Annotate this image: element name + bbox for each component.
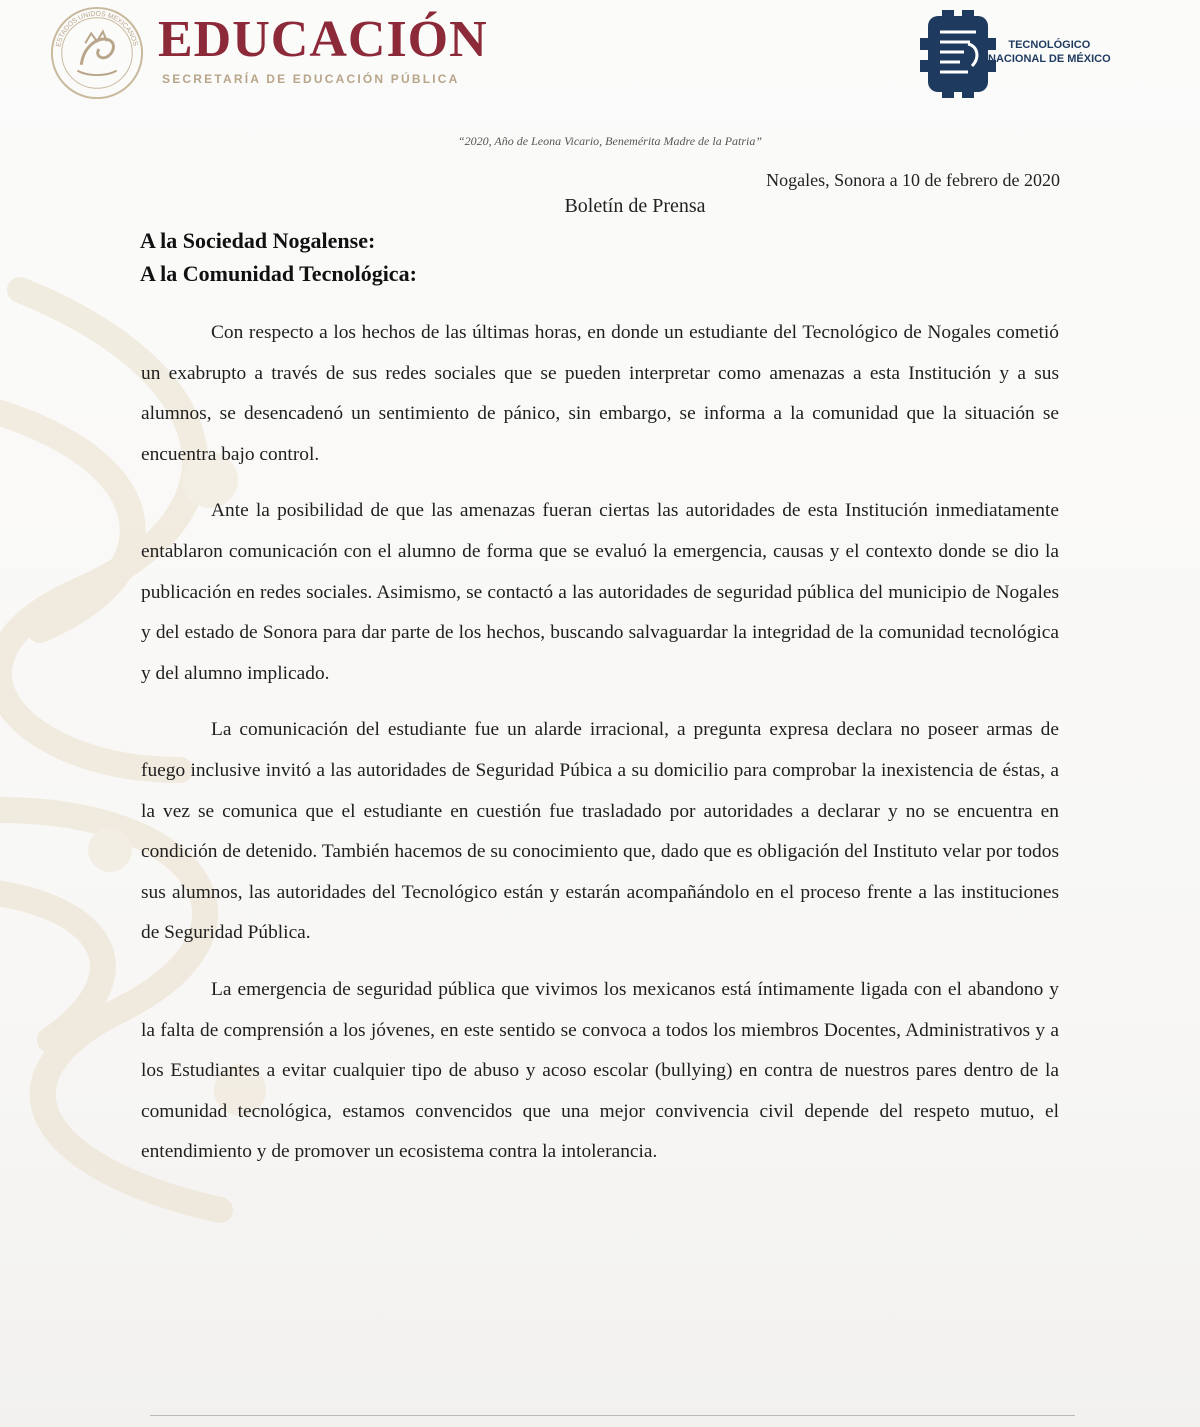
paragraph-3: La comunicación del estudiante fue un alarde irracional, a pregunta expresa declara no poseer armas de fuego inclusive invitó a las autoridades de Seguridad Púbica a su domicilio para comprobar la inexistencia de éstas, a la vez se comunica que el estudiante en cuestión fue trasladado por autoridades a declarar y no se encuentra en condición de detenido. También hacemos de su conocimiento que, dado que es obligación del Instituto velar por todos sus alumnos, las autoridades del Tecnológico están y estarán acompañándolo en el proceso frente a las instituciones de Seguridad Pública. bbox=[141, 719, 1059, 944]
paragraph-4: La emergencia de seguridad pública que vivimos los mexicanos está íntimamente ligada con el abandono y la falta de comprensión a los jóvenes, en este sentido se convoca a todos los miembros Docentes, Administrativos y a los Estudiantes a evitar cualquier tipo de abuso y acoso escolar (bullying) en contra de nuestros pares dentro de la comunidad tecnológica, estamos convencidos que una mejor convivencia civil depende del respeto mutuo, el entendimiento y de promover un ecosistema contra la intolerancia. bbox=[141, 978, 1059, 1163]
salutation-line-1: A la Sociedad Nogalense: bbox=[140, 228, 376, 253]
tecnm-name-line2: NACIONAL DE MÉXICO bbox=[988, 53, 1111, 65]
year-motto-text: “2020, Año de Leona Vicario, Benemérita Madre de la Patria” bbox=[457, 134, 763, 148]
salutation-line-2: A la Comunidad Tecnológica: bbox=[140, 261, 417, 286]
date-place: Nogales, Sonora a 10 de febrero de 2020 bbox=[766, 170, 1060, 190]
tecnm-name bbox=[988, 38, 1111, 66]
salutation bbox=[140, 224, 417, 290]
year-motto bbox=[0, 134, 1200, 149]
letterhead bbox=[0, 0, 1200, 120]
paragraph-2: Ante la posibilidad de que las amenazas fueran ciertas las autoridades de esta Institución inmediatamente entablaron comunicación con el alumno de forma que se evaluó la emergencia, causas y el contexto donde se dio la publicación en redes sociales. Asimismo, se contactó a las autoridades de seguridad pública del municipio de Nogales y del estado de Sonora para dar parte de los hechos, buscando salvaguardar la integridad de la comunidad tecnológica y del alumno implicado. bbox=[141, 500, 1059, 684]
paragraph-1: Con respecto a los hechos de las últimas horas, en donde un estudiante del Tecnológico de Nogales cometió un exabrupto a través de sus redes sociales que se pueden interpretar como amenazas a esta Institución y a sus alumnos, se desencadenó un sentimiento de pánico, sin embargo, se informa a la comunidad que la situación se encuentra bajo control. bbox=[141, 322, 1059, 465]
tecnm-name-line1: TECNOLÓGICO bbox=[1008, 39, 1091, 51]
seal-icon bbox=[48, 4, 146, 102]
document-title: Boletín de Prensa bbox=[564, 195, 706, 217]
footer-divider bbox=[150, 1415, 1075, 1416]
letter-body bbox=[141, 313, 1059, 1189]
ministry-subtitle: SECRETARÍA DE EDUCACIÓN PÚBLICA bbox=[162, 72, 460, 86]
ministry-title: EDUCACIÓN bbox=[158, 11, 488, 68]
tecnm-logo-icon bbox=[920, 10, 996, 98]
seal-text: ESTADOS UNIDOS MEXICANOS bbox=[55, 10, 139, 48]
